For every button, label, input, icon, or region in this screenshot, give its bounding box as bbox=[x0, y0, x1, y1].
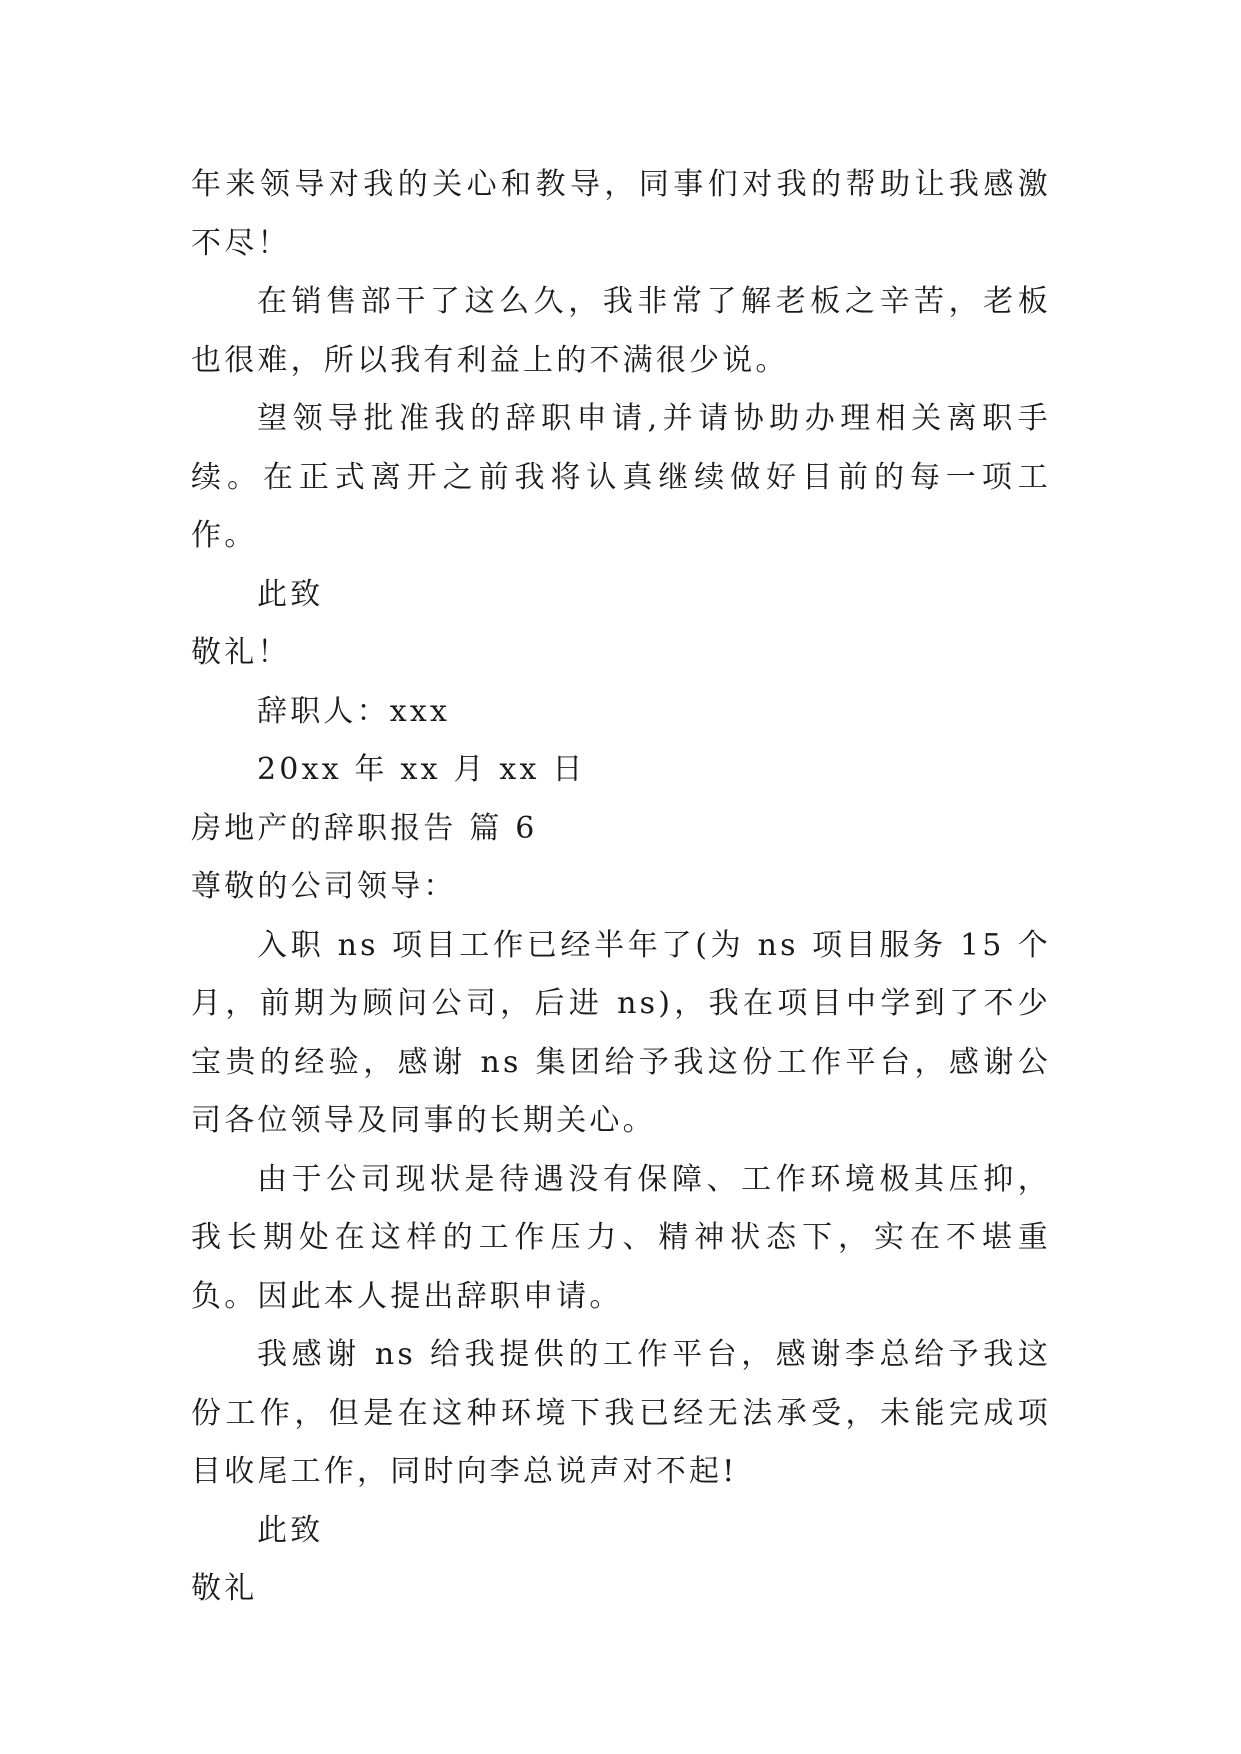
paragraph-ns-project: 入职 ns 项目工作已经半年了(为 ns 项目服务 15 个月，前期为顾问公司，后进 ns)，我在项目中学到了不少宝贵的经验，感谢 ns 集团给予我这份工作平台，感谢公司各位领导及同事的长期关心。 bbox=[191, 927, 1051, 1138]
signature-date: 20xx 年 xx 月 xx 日 bbox=[257, 752, 586, 787]
document-body bbox=[191, 156, 1051, 1619]
paragraph-approval-request: 望领导批准我的辞职申请,并请协助办理相关离职手续。在正式离开之前我将认真继续做好目前的每一项工作。 bbox=[191, 401, 1051, 553]
signature-resignee: 辞职人：xxx bbox=[257, 693, 451, 729]
paragraph-sales-department: 在销售部干了这么久，我非常了解老板之辛苦，老板也很难，所以我有利益上的不满很少说。 bbox=[191, 284, 1051, 378]
salutation: 尊敬的公司领导： bbox=[191, 869, 457, 904]
closing-jingli-2: 敬礼 bbox=[191, 1571, 258, 1606]
closing-jingli: 敬礼！ bbox=[191, 635, 291, 670]
paragraph-company-status: 由于公司现状是待遇没有保障、工作环境极其压抑，我长期处在这样的工作压力、精神状态下，实在不堪重负。因此本人提出辞职申请。 bbox=[191, 1161, 1051, 1314]
closing-cizhi-2: 此致 bbox=[257, 1512, 324, 1548]
closing-cizhi: 此致 bbox=[257, 576, 324, 612]
paragraph-gratitude-continuation: 年来领导对我的关心和教导，同事们对我的帮助让我感激不尽！ bbox=[191, 167, 1051, 261]
section-heading: 房地产的辞职报告 篇 6 bbox=[191, 810, 538, 846]
paragraph-thanks-apology: 我感谢 ns 给我提供的工作平台，感谢李总给予我这份工作，但是在这种环境下我已经无法承受，未能完成项目收尾工作，同时向李总说声对不起! bbox=[191, 1337, 1051, 1489]
